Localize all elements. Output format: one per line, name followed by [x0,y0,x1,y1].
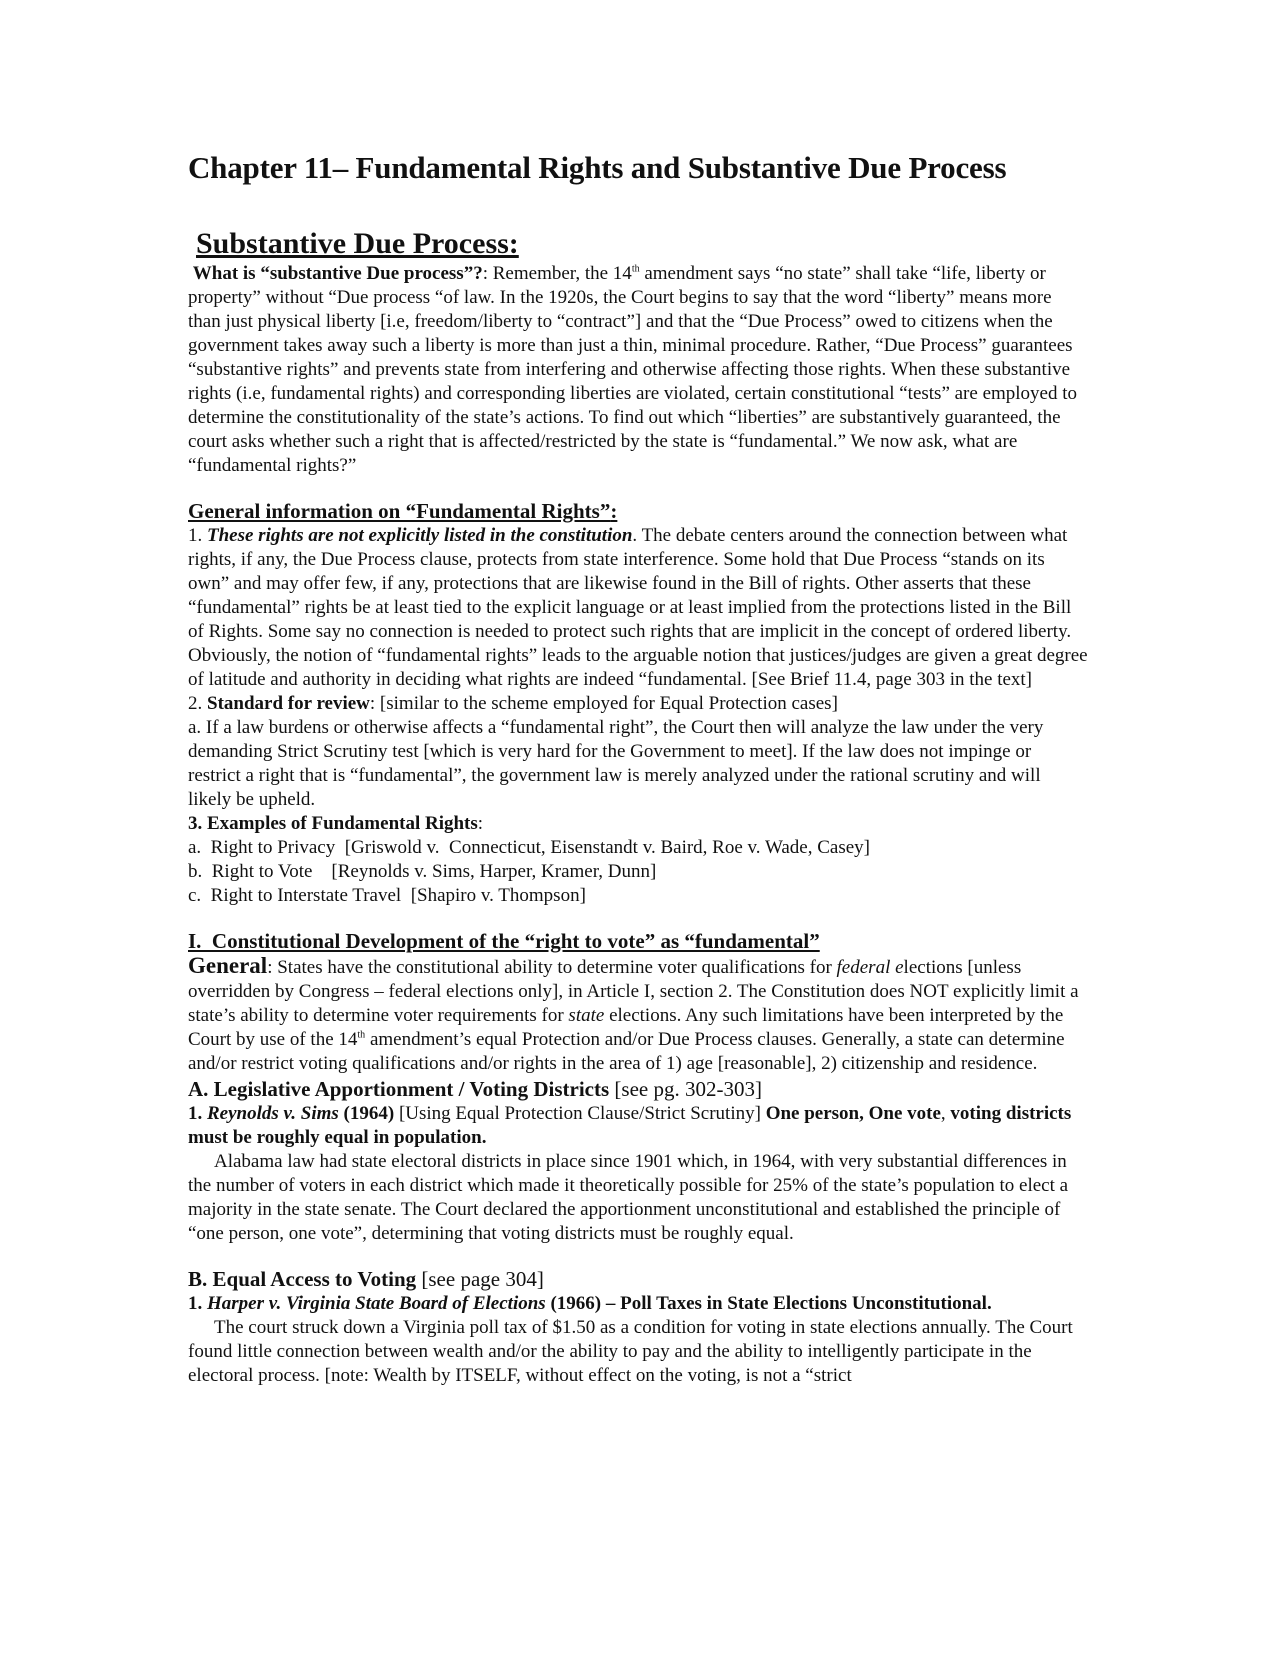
list-number: 1. [188,525,207,546]
heading-text: General information on “Fundamental Rights” [188,499,611,523]
bold-label: 3. Examples of Fundamental Rights [188,813,478,834]
superscript: th [357,1029,366,1041]
case-name: Reynolds v. Sims [207,1103,339,1124]
section-heading-substantive-due-process: Substantive Due Process: [196,227,519,260]
bold-label: Standard for review [207,693,370,714]
harper-paragraph: The court struck down a Virginia poll tax of $1.50 as a condition for voting in state elections annually. The Court found little connection between wealth and/or the ability to pay and the ability to intelligently participate in the electoral process. [note: Wealth by ITSELF, without effect on the voting, is not a “strict [188,1317,1073,1386]
case-name: Harper v. Virginia State Board of Elections [207,1293,546,1314]
text-run: . The debate centers around the connection between what rights, if any, the Due Process clause, protects from state interference. Some hold that Due Process “stands on its own” and may offer few, if any, protections that are likewise found in the Bill of rights. Other asserts that these “fundamental” rights be at least tied to the explicit language or at least implied from the protections listed in the Bill of Rights. Some say no connection is needed to protect such rights that are implicit in the concept of ordered liberty. Obviously, the notion of “fundamental rights” leads to the arguable notion that justices/judges are given a great degree of latitude and authority in deciding what rights are indeed “fundamental. [See Brief 11.4, page 303 in the text] [188,525,1088,690]
text-run: [see page 304] [416,1267,544,1291]
text-run: , [940,1103,951,1124]
bold-label: A. Legislative Apportionment / Voting Districts [188,1077,610,1101]
example-privacy: a. Right to Privacy [Griswold v. Connecticut, Eisenstandt v. Baird, Roe v. Wade, Casey] [188,837,870,858]
text-run: : [similar to the scheme employed for Equal Protection cases] [369,693,838,714]
text-run: amendment’s equal Protection and/or Due Process clauses. Generally, a state can determine and/or restrict voting qualifications and/or rights in the area of 1) age [reasonable], 2) citizenship and residence. [188,1029,1065,1074]
fundamental-rights-point-2 [188,692,1088,716]
bold-label: (1966) – Poll Taxes in State Elections Unconstitutional. [545,1293,992,1314]
list-number: 2. [188,693,207,714]
substantive-due-process-paragraph [188,262,1088,478]
example-vote: b. Right to Vote [Reynolds v. Sims, Harper, Kramer, Dunn] [188,861,657,882]
italic-text: federal e [836,957,904,978]
subsection-heading-equal-access [188,1266,1088,1292]
fundamental-rights-point-1 [188,524,1088,692]
italic-text: state [568,1005,605,1026]
right-to-vote-general-paragraph [188,954,1088,1076]
reynolds-paragraph: Alabama law had state electoral districts in place since 1901 which, in 1964, with very substantial differences in the number of voters in each district which made it theoretically possible for 25% of the state’s population to elect a majority in the state senate. The Court declared the apportionment unconstitutional and established the principle of “one person, one vote”, determining that voting districts must be roughly equal. [188,1151,1069,1244]
text-run: : States have the constitutional ability to determine voter qualifications for [267,957,837,978]
text-run: [Using Equal Protection Clause/Strict Scrutiny] [394,1103,766,1124]
general-label: General [188,953,268,978]
list-number: 1. [188,1103,207,1124]
superscript: th [631,263,640,275]
subsection-heading-apportionment [188,1076,1088,1102]
text-run: : [477,813,484,834]
text-run: amendment says “no state” shall take “life, liberty or property” without “Due process “of law. In the 1920s, the Court begins to say that the word “liberty” means more than just physical liberty [i.e, freedom/liberty to “contract”] and that the “Due Process” owed to citizens when the government takes away such a liberty is more than just a thin, minimal procedure. Rather, “Due Process” guarantees “substantive rights” and prevents state from interfering and otherwise affecting those rights. When these substantive rights (i.e, fundamental rights) and corresponding liberties are violated, certain constitutional “tests” are employed to determine the constitutionality of the state’s actions. To find out which “liberties” are substantively guaranteed, the court asks whether such a right that is affected/restricted by the state is “fundamental.” We now ask, what are “fundamental rights?” [188,263,1078,476]
case-year: (1964) [338,1103,395,1124]
list-number: 1. [188,1293,207,1314]
case-reynolds-v-sims [188,1102,1088,1150]
text-run: [see pg. 302-303] [609,1077,762,1101]
question-label: What is “substantive Due process”? [192,263,483,284]
fundamental-rights-point-3 [188,812,1088,836]
chapter-title: Chapter 11– Fundamental Rights and Substantive Due Process [188,150,1007,185]
bold-label: B. Equal Access to Voting [188,1267,417,1291]
document-page [188,150,1088,1388]
section-heading-right-to-vote: I. Constitutional Development of the “right to vote” as “fundamental” [188,929,820,953]
text-run: : Remember, the 14 [482,263,632,284]
text-run: lections [unless overridden by Congress – federal elections only], in Article I, section 2. The Constitution does NOT explicitly limit a state’s ability to determine voter requirements for [188,957,1079,1026]
text-run: elections. Any such limitations have been interpreted by the Court by use of the 14 [188,1005,1064,1050]
section-heading-general-information [188,498,1088,524]
case-harper [188,1292,1088,1316]
standard-for-review-a: a. If a law burdens or otherwise affects a “fundamental right”, the Court then will analyze the law under the very demanding Strict Scrutiny test [which is very hard for the Government to meet]. If the law does not impinge or restrict a right that is “fundamental”, the government law is merely analyzed under the rational scrutiny and will likely be upheld. [188,717,1044,810]
emphasis-text: These rights are not explicitly listed in the constitution [207,525,633,546]
bold-label: One person, One vote [765,1103,941,1124]
bold-label: voting districts must be roughly equal in population. [188,1103,1072,1148]
heading-colon: : [610,499,618,523]
example-travel: c. Right to Interstate Travel [Shapiro v. Thompson] [188,885,586,906]
